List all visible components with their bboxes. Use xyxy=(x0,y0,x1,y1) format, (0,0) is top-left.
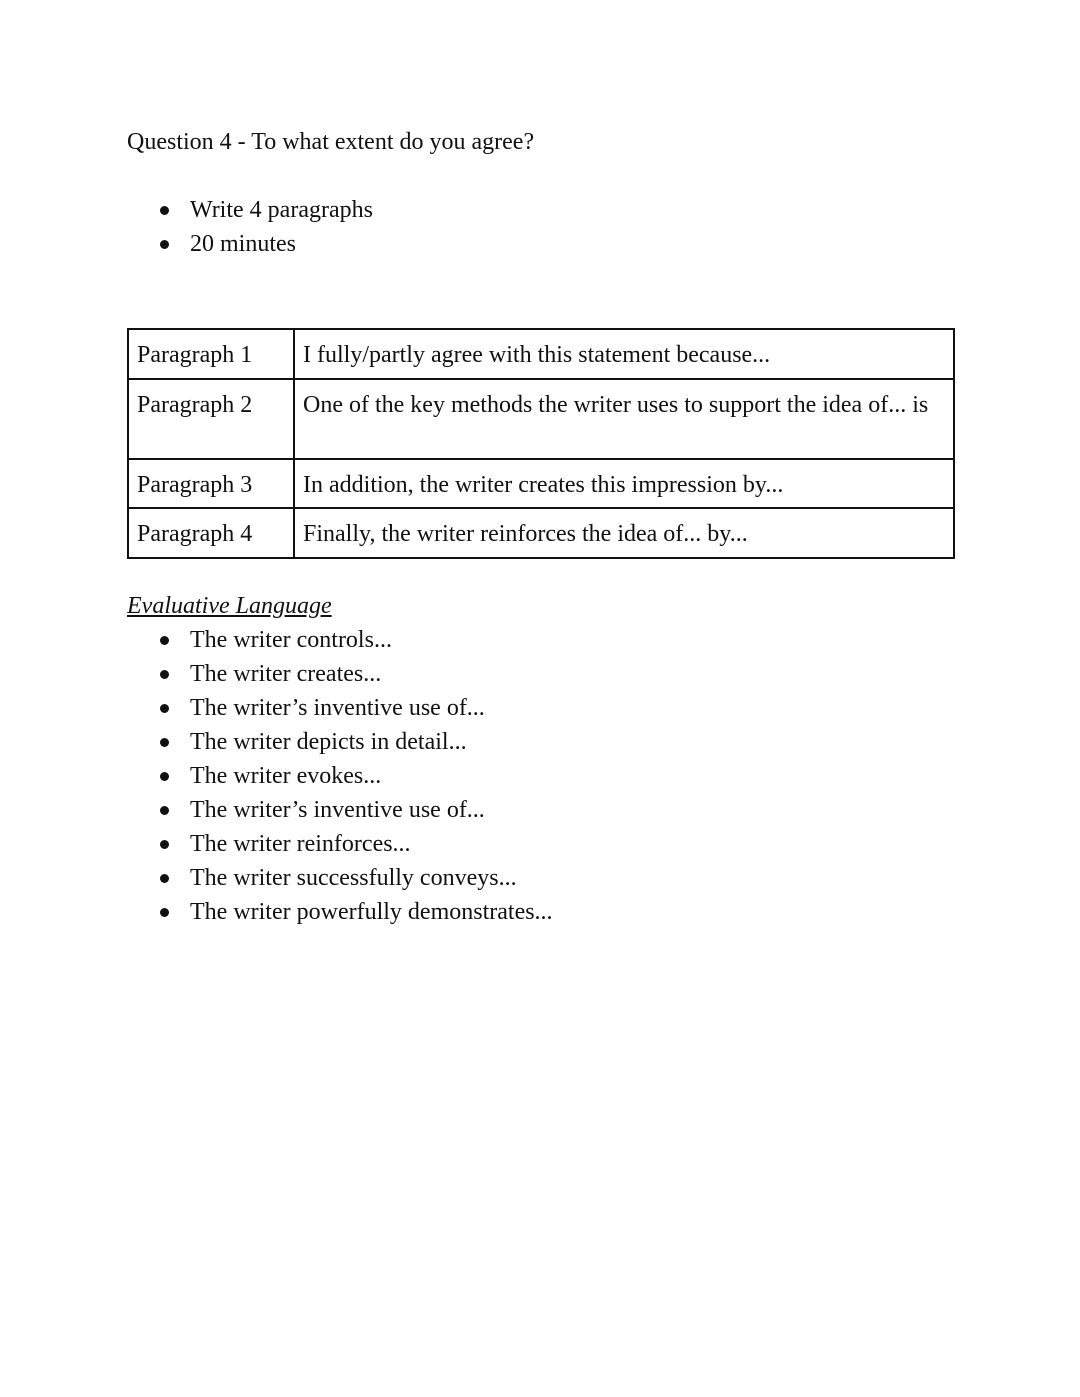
list-item-text: The writer powerfully demonstrates... xyxy=(190,899,553,925)
list-item-text: The writer reinforces... xyxy=(190,831,411,857)
list-item xyxy=(127,725,553,759)
list-item xyxy=(127,861,553,895)
bullet-icon xyxy=(160,874,169,883)
list-item-text: The writer controls... xyxy=(190,627,392,653)
page-title: Question 4 - To what extent do you agree? xyxy=(127,129,535,155)
bullet-icon xyxy=(160,908,169,917)
bullet-icon xyxy=(160,670,169,679)
list-item xyxy=(127,657,553,691)
table-row xyxy=(128,508,954,558)
row-label: Paragraph 4 xyxy=(128,508,294,558)
list-item xyxy=(127,691,553,725)
list-item xyxy=(127,895,553,929)
list-item xyxy=(127,227,373,261)
table-row xyxy=(128,379,954,459)
list-item xyxy=(127,193,373,227)
bullet-icon xyxy=(160,636,169,645)
bullet-icon xyxy=(160,772,169,781)
row-text: One of the key methods the writer uses to support the idea of... is xyxy=(294,379,954,459)
list-item-text: The writer evokes... xyxy=(190,763,382,789)
instruction-list xyxy=(127,193,373,261)
row-label: Paragraph 3 xyxy=(128,459,294,508)
list-item-text: The writer depicts in detail... xyxy=(190,729,467,755)
row-text: I fully/partly agree with this statement because... xyxy=(294,329,954,379)
list-item xyxy=(127,623,553,657)
row-text: In addition, the writer creates this impression by... xyxy=(294,459,954,508)
list-item xyxy=(127,827,553,861)
bullet-icon xyxy=(160,840,169,849)
paragraph-structure-table xyxy=(127,328,955,559)
list-item-text: 20 minutes xyxy=(190,231,296,257)
list-item-text: Write 4 paragraphs xyxy=(190,197,373,223)
list-item-text: The writer successfully conveys... xyxy=(190,865,517,891)
list-item-text: The writer creates... xyxy=(190,661,382,687)
row-label: Paragraph 1 xyxy=(128,329,294,379)
list-item xyxy=(127,793,553,827)
table-row xyxy=(128,459,954,508)
bullet-icon xyxy=(160,206,169,215)
bullet-icon xyxy=(160,738,169,747)
row-label: Paragraph 2 xyxy=(128,379,294,459)
row-text: Finally, the writer reinforces the idea of... by... xyxy=(294,508,954,558)
list-item xyxy=(127,759,553,793)
list-item-text: The writer’s inventive use of... xyxy=(190,695,485,721)
table-row xyxy=(128,329,954,379)
evaluative-language-heading: Evaluative Language xyxy=(127,593,332,619)
bullet-icon xyxy=(160,704,169,713)
list-item-text: The writer’s inventive use of... xyxy=(190,797,485,823)
bullet-icon xyxy=(160,806,169,815)
evaluative-language-list xyxy=(127,623,553,929)
bullet-icon xyxy=(160,240,169,249)
